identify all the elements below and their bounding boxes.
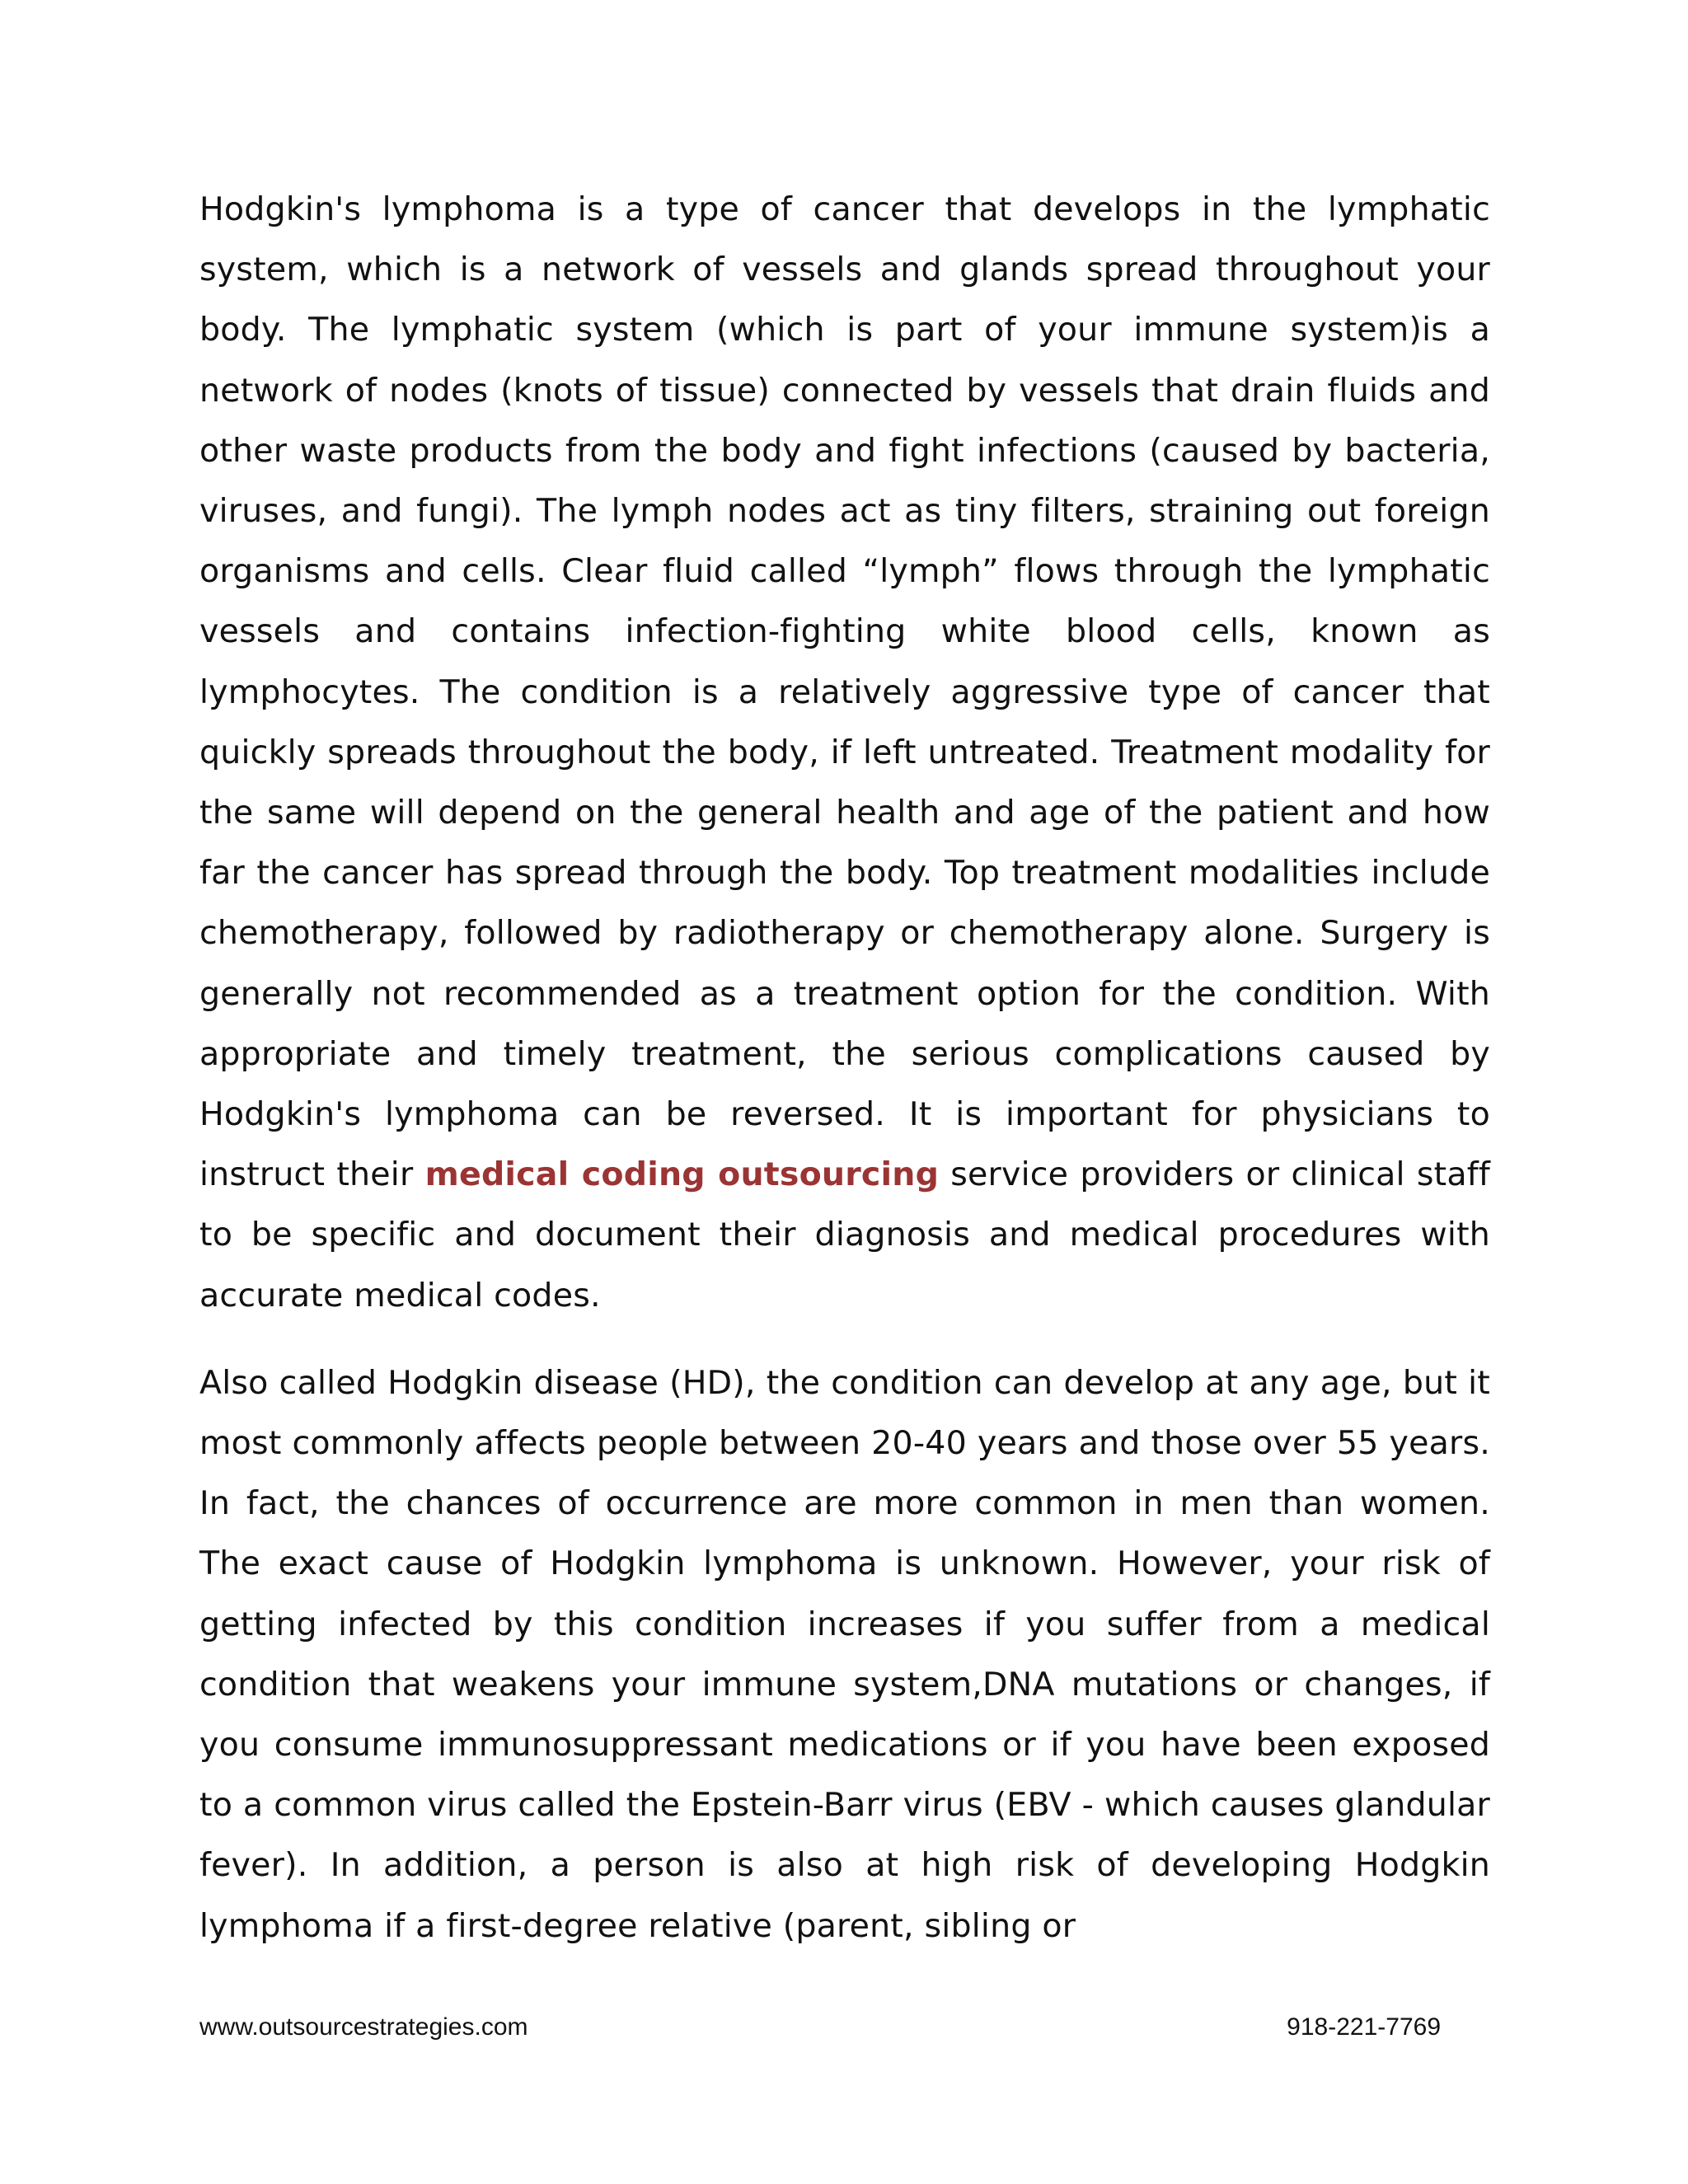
medical-coding-outsourcing-link[interactable]: medical coding outsourcing — [424, 1155, 940, 1194]
footer-phone: 918-221-7769 — [1287, 2013, 1441, 2041]
paragraph-hodgkins-overview — [199, 180, 1490, 1326]
footer-website: www.outsourcestrategies.com — [199, 2013, 528, 2041]
paragraph-1-text-before-link: Hodgkin's lymphoma is a type of cancer that develops in the lymphatic system, which is a network of vessels and glands spread throughout your body. The lymphatic system (which is part of your immune system)is a network of nodes (knots of tissue) connected by vessels that drain fluids and other waste products from the body and fight infections (caused by bacteria, viruses, and fungi). The lymph nodes act as tiny filters, straining out foreign organisms and cells. Clear fluid called “lymph” flows through the lymphatic vessels and contains infection-fighting white blood cells, known as lymphocytes. The condition is a relatively aggressive type of cancer that quickly spreads throughout the body, if left untreated. Treatment modality for the same will depend on the general health and age of the patient and how far the cancer has spread through the body. Top treatment modalities include chemotherapy, followed by radiotherapy or chemotherapy alone. Surgery is generally not recommended as a treatment option for the condition. With appropriate and timely treatment, the serious complications caused by Hodgkin's lymphoma can be reversed. It is important for physicians to instruct their — [199, 190, 1490, 1194]
paragraph-1-text-after-link: service providers or clinical staff to be specific and document their diagnosis and medical procedures with accurate medical codes. — [199, 1155, 1490, 1315]
body-text — [199, 180, 1490, 1957]
paragraph-hodgkin-disease-risk: Also called Hodgkin disease (HD), the condition can develop at any age, but it most commonly affects people between 20-40 years and those over 55 years. In fact, the chances of occurrence are more common in men than women. The exact cause of Hodgkin lymphoma is unknown. However, your risk of getting infected by this condition increases if you suffer from a medical condition that weakens your immune system,DNA mutations or changes, if you consume immunosuppressant medications or if you have been exposed to a common virus called the Epstein-Barr virus (EBV - which causes glandular fever). In addition, a person is also at high risk of developing Hodgkin lymphoma if a first-degree relative (parent, sibling or — [199, 1363, 1490, 1945]
